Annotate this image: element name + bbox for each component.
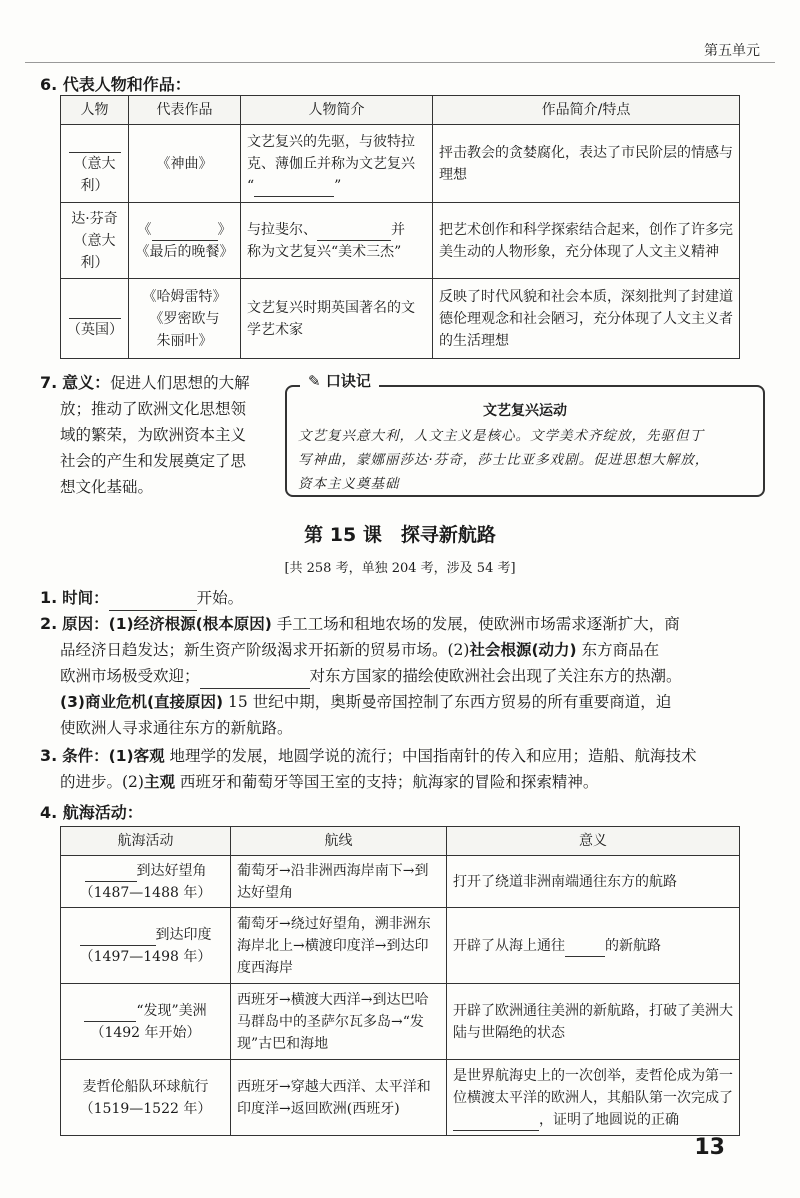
section-7-text: 想文化基础。 bbox=[60, 478, 154, 496]
condition-tag: (1)客观 bbox=[108, 747, 165, 765]
item-4-number: 4. bbox=[40, 803, 58, 822]
person-cell bbox=[61, 125, 129, 203]
person-note: （意大利） bbox=[73, 232, 116, 271]
item-2-text: 手工工场和租地农场的发展，使欧洲市场需求逐渐扩大，商 bbox=[271, 615, 680, 633]
col-header-activity: 航海活动 bbox=[61, 827, 231, 856]
person-note: （英国） bbox=[67, 321, 123, 338]
item-3-text: 西班牙和葡萄牙等国王室的支持；航海家的冒险和探索精神。 bbox=[174, 773, 599, 791]
table-row bbox=[61, 984, 740, 1060]
quote-open: “ bbox=[247, 177, 255, 194]
mnemonic-title: 文艺复兴运动 bbox=[483, 403, 567, 419]
cause-tag: (3)商业危机(直接原因) bbox=[60, 693, 224, 711]
meaning-cell: 打开了绕道非洲南端通往东方的航路 bbox=[447, 856, 740, 908]
works-cell bbox=[129, 279, 241, 359]
figures-table-header bbox=[61, 96, 740, 125]
route-cell: 葡萄牙→沿非洲西海岸南下→到达好望角 bbox=[231, 856, 447, 908]
figures-table bbox=[60, 95, 740, 359]
activity-cell bbox=[61, 984, 231, 1060]
meaning-cell bbox=[447, 1060, 740, 1136]
section-7-text: 社会的产生和发展奠定了思 bbox=[60, 452, 247, 470]
unit-label: 第五单元 bbox=[704, 43, 760, 59]
feature-cell: 反映了时代风貌和社会本质，深刻批判了封建道德伦理观念和社会陋习，充分体现了人文主义者的生活理想 bbox=[433, 279, 740, 359]
answer-blank[interactable] bbox=[85, 866, 137, 882]
table-row bbox=[61, 1060, 740, 1136]
answer-blank[interactable] bbox=[200, 673, 310, 689]
header-rule bbox=[25, 62, 775, 63]
item-3-text: 地理学的发展，地圆学说的流行；中国指南针的传入和应用；造船、航海技术 bbox=[164, 747, 697, 765]
feature-cell: 抨击教会的贪婪腐化，表达了市民阶层的情感与理想 bbox=[433, 125, 740, 203]
col-header-person: 人物 bbox=[61, 96, 129, 125]
work-title: 《罗密欧与 bbox=[149, 310, 220, 327]
mnemonic-line: 写神曲，蒙娜丽莎达·芬奇，莎士比亚多戏剧。促进思想大解放， bbox=[298, 452, 710, 468]
meaning-text: 是世界航海史上的一次创举，麦哲伦成为第一位横渡太平洋的欧洲人，其船队第一次完成了 bbox=[453, 1067, 733, 1106]
col-header-route: 航线 bbox=[231, 827, 447, 856]
activity-text: 麦哲伦船队环球航行 bbox=[82, 1078, 209, 1095]
item-1-number: 1. bbox=[40, 588, 58, 607]
item-3 bbox=[40, 743, 765, 795]
page-number: 13 bbox=[694, 1135, 725, 1160]
table-row bbox=[61, 908, 740, 984]
voyages-table bbox=[60, 826, 740, 1136]
answer-blank[interactable] bbox=[565, 941, 605, 957]
activity-cell bbox=[61, 1060, 231, 1136]
pen-icon: ✎ bbox=[308, 372, 321, 390]
item-3-label: 条件： bbox=[62, 747, 109, 765]
col-header-works: 代表作品 bbox=[129, 96, 241, 125]
feature-cell: 把艺术创作和科学探索结合起来，创作了许多完美生动的人物形象，充分体现了人文主义精神 bbox=[433, 203, 740, 279]
item-2-number: 2. bbox=[40, 614, 58, 633]
section-7-number: 7. bbox=[40, 373, 58, 392]
section-6-number: 6. bbox=[40, 75, 58, 94]
col-header-feature: 作品简介/特点 bbox=[433, 96, 740, 125]
quote-close: ” bbox=[334, 177, 342, 194]
section-6-title: 代表人物和作品： bbox=[62, 75, 191, 94]
answer-blank[interactable] bbox=[84, 1006, 136, 1022]
intro-cell: 文艺复兴时期英国著名的文学艺术家 bbox=[241, 279, 433, 359]
intro-cell bbox=[241, 203, 433, 279]
mnemonic-body bbox=[298, 424, 754, 496]
cause-tag: 社会根源(动力) bbox=[469, 641, 577, 659]
bracket-open: 《 bbox=[137, 221, 152, 238]
work-title: 《哈姆雷特》 bbox=[142, 288, 227, 305]
route-cell: 西班牙→横渡大西洋→到达巴哈马群岛中的圣萨尔瓦多岛→“发现”古巴和海地 bbox=[231, 984, 447, 1060]
col-header-meaning: 意义 bbox=[447, 827, 740, 856]
voyages-table-header bbox=[61, 827, 740, 856]
intro-text: 与拉斐尔、 bbox=[247, 221, 317, 238]
item-3-number: 3. bbox=[40, 746, 58, 765]
section-7-text: 放；推动了欧洲文化思想领 bbox=[60, 400, 247, 418]
person-name: 达·芬奇 bbox=[71, 210, 118, 227]
person-note: （意大利） bbox=[73, 155, 116, 194]
activity-text: 到达好望角 bbox=[136, 862, 207, 879]
lesson-title: 第 15 课 探寻新航路 bbox=[304, 524, 496, 546]
mnemonic-tag-label: 口诀记 bbox=[325, 372, 371, 390]
table-row bbox=[61, 279, 740, 359]
item-2-text: 对东方国家的描绘使欧洲社会出现了关注东方的热潮。 bbox=[309, 667, 682, 685]
item-2-text: 15 世纪中期，奥斯曼帝国控制了东西方贸易的所有重要商道，迫 bbox=[223, 693, 672, 711]
table-row bbox=[61, 856, 740, 908]
section-7-text: 域的繁荣，为欧洲资本主义 bbox=[60, 426, 247, 444]
section-7-label: 意义： bbox=[62, 373, 111, 392]
mnemonic-line: 资本主义奠基础 bbox=[298, 476, 400, 492]
table-row bbox=[61, 203, 740, 279]
answer-blank[interactable] bbox=[69, 137, 121, 153]
answer-blank[interactable] bbox=[80, 930, 156, 946]
answer-blank[interactable] bbox=[254, 181, 334, 197]
meaning-text: 的新航路 bbox=[605, 937, 661, 954]
activity-years: （1487—1488 年） bbox=[79, 884, 212, 901]
item-1 bbox=[40, 585, 760, 611]
answer-blank[interactable] bbox=[109, 595, 197, 611]
answer-blank[interactable] bbox=[453, 1115, 539, 1131]
item-2-label: 原因： bbox=[62, 615, 109, 633]
mnemonic-line: 文艺复兴意大利，人文主义是核心。文学美术齐绽放，先驱但丁 bbox=[298, 428, 704, 444]
meaning-text: 开辟了从海上通往 bbox=[453, 937, 565, 954]
answer-blank[interactable] bbox=[317, 225, 391, 241]
item-2 bbox=[40, 611, 765, 741]
intro-text: 称为文艺复兴“美术三杰” bbox=[247, 243, 402, 260]
meaning-text: ，证明了地圆说的正确 bbox=[539, 1111, 679, 1128]
intro-text: 文艺复兴的先驱，与彼特拉克、薄伽丘并称为文艺复兴 bbox=[247, 133, 415, 172]
activity-years: （1492 年开始） bbox=[90, 1024, 201, 1041]
answer-blank[interactable] bbox=[152, 225, 218, 241]
activity-cell bbox=[61, 856, 231, 908]
item-2-text: 品经济日趋发达；新生资产阶级渴求开拓新的贸易市场。(2) bbox=[60, 641, 470, 659]
cause-tag: (1)经济根源(根本原因) bbox=[108, 615, 272, 633]
item-4-label: 航海活动： bbox=[62, 803, 143, 822]
lesson-stats: [共 258 考，单独 204 考，涉及 54 考] bbox=[284, 561, 516, 576]
answer-blank[interactable] bbox=[69, 303, 121, 319]
item-1-label: 时间： bbox=[62, 589, 109, 607]
item-2-text: 使欧洲人寻求通往东方的新航路。 bbox=[60, 719, 293, 737]
person-cell bbox=[61, 279, 129, 359]
item-3-text: 的进步。(2) bbox=[60, 773, 144, 791]
work-title: 朱丽叶》 bbox=[156, 332, 213, 349]
item-1-text: 开始。 bbox=[196, 589, 244, 607]
route-cell: 西班牙→穿越大西洋、太平洋和印度洋→返回欧洲(西班牙) bbox=[231, 1060, 447, 1136]
section-7 bbox=[40, 370, 280, 500]
activity-years: （1497—1498 年） bbox=[79, 948, 212, 965]
mnemonic-tag bbox=[300, 370, 379, 391]
intro-cell bbox=[241, 125, 433, 203]
intro-text: 并 bbox=[391, 221, 405, 238]
activity-text: 到达印度 bbox=[155, 926, 212, 943]
bracket-close: 》 bbox=[217, 221, 232, 238]
meaning-cell bbox=[447, 908, 740, 984]
meaning-cell: 开辟了欧洲通往美洲的新航路，打破了美洲大陆与世隔绝的状态 bbox=[447, 984, 740, 1060]
route-cell: 葡萄牙→绕过好望角，溯非洲东海岸北上→横渡印度洋→到达印度西海岸 bbox=[231, 908, 447, 984]
works-cell: 《神曲》 bbox=[129, 125, 241, 203]
item-4-heading bbox=[40, 800, 143, 823]
works-cell bbox=[129, 203, 241, 279]
section-7-text: 促进人们思想的大解 bbox=[110, 374, 250, 392]
activity-cell bbox=[61, 908, 231, 984]
condition-tag: 主观 bbox=[143, 773, 175, 791]
table-row bbox=[61, 125, 740, 203]
work-title: 《最后的晚餐》 bbox=[135, 243, 234, 260]
col-header-intro: 人物简介 bbox=[241, 96, 433, 125]
activity-years: （1519—1522 年） bbox=[79, 1100, 212, 1117]
item-2-text: 东方商品在 bbox=[576, 641, 660, 659]
item-2-text: 欧洲市场极受欢迎； bbox=[60, 667, 200, 685]
activity-text: “发现”美洲 bbox=[136, 1002, 207, 1019]
section-6-heading bbox=[40, 72, 191, 95]
person-cell bbox=[61, 203, 129, 279]
